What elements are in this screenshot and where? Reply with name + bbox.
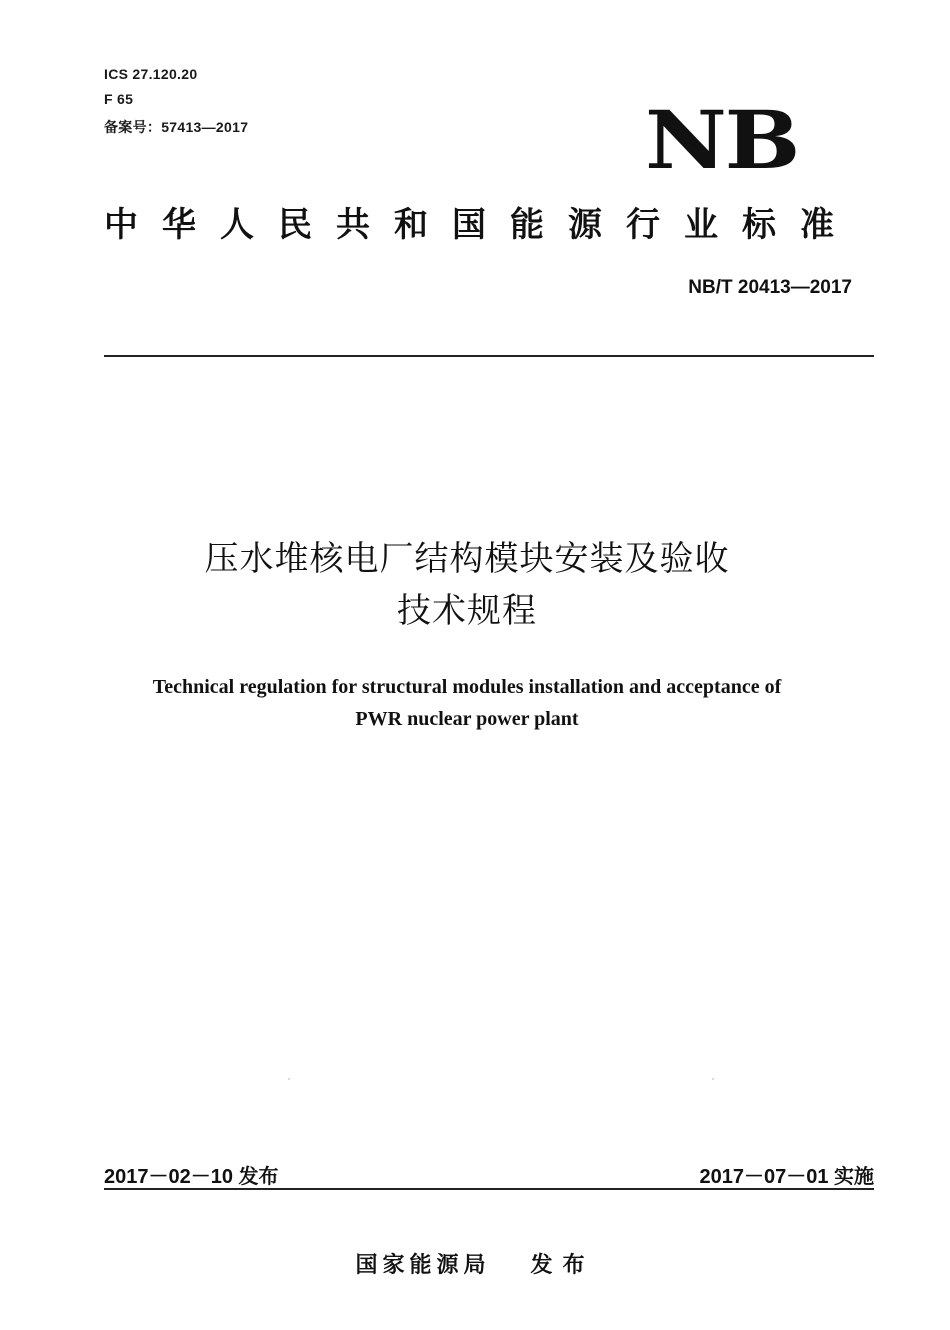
title-chinese-line-1: 压水堆核电厂结构模块安装及验收: [204, 539, 730, 579]
publisher-line: [0, 1248, 950, 1279]
ics-code: ICS 27.120.20: [104, 66, 198, 82]
standard-number: NB/T 20413—2017: [688, 277, 852, 298]
implementation-date: 2017－07－01 实施: [699, 1166, 874, 1188]
publisher-name: 国家能源局: [355, 1253, 491, 1278]
issue-date: 2017－02－10 发布: [104, 1166, 279, 1188]
title-english-line-1: Technical regulation for structural modules installation and acceptance of: [152, 676, 782, 698]
title-chinese-line-2: 技术规程: [397, 591, 537, 631]
footer-divider: [104, 1188, 874, 1190]
nb-logo: NB: [645, 93, 799, 187]
title-english-line-2: PWR nuclear power plant: [355, 708, 579, 730]
scan-speck: [712, 1078, 714, 1080]
scan-speck: [288, 1078, 290, 1080]
publisher-action: 发布: [530, 1253, 595, 1278]
standard-type-heading: 中华人民共和国能源行业标准: [104, 205, 858, 245]
header-divider: [104, 355, 874, 357]
record-number: 备案号：57413—2017: [104, 119, 249, 135]
classification-code: F 65: [104, 91, 134, 107]
